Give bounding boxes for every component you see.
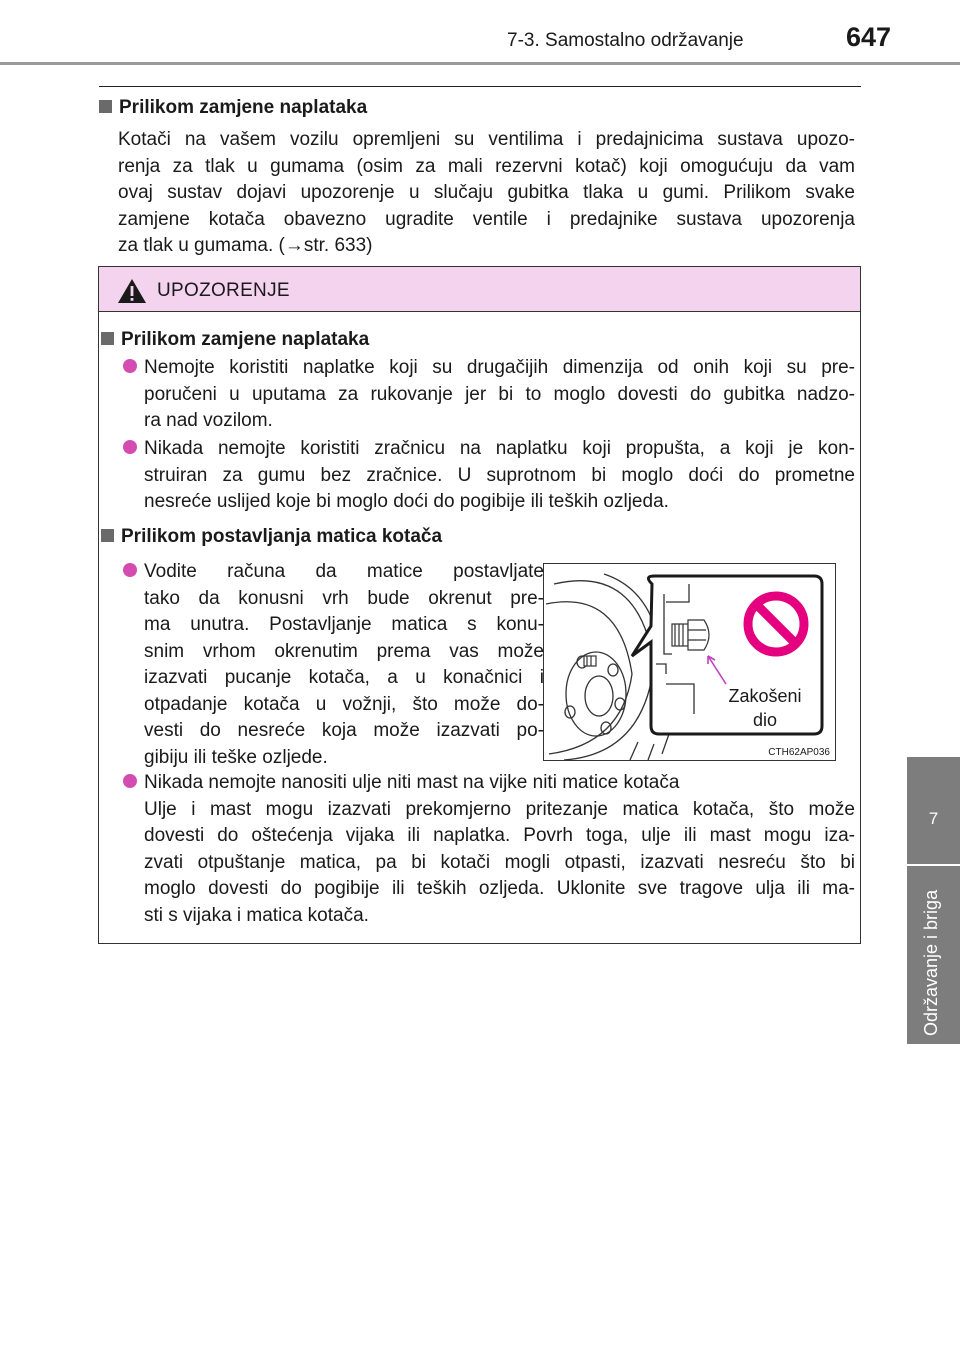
bullet-dot-icon <box>123 359 137 373</box>
bullet-line: gibiju ili teške ozljede. <box>144 746 328 768</box>
paragraph-line: zamjene kotača obavezno ugradite ventile i predajnike sustava upozorenja <box>118 208 855 230</box>
warning-triangle-icon <box>117 278 147 304</box>
paragraph-line: Kotači na vašem vozilu opremljeni su ventilima i predajnicima sustava upozo- <box>118 129 855 150</box>
bullet-line: zvati otpuštanje matica, pa bi kotači mogli otpasti, izazvati nesreću što bi <box>144 851 855 873</box>
bullet-line: tako da konusni vrh bude okrenut pre- <box>144 587 544 609</box>
bullet-line: izazvati pucanje kotača, a u konačnici i <box>144 667 544 688</box>
warning-bullet <box>123 355 855 437</box>
chapter-tab-label: Održavanje i briga <box>921 889 941 1036</box>
warning-title: UPOZORENJE <box>157 280 290 301</box>
warning-group-heading-text: Prilikom zamjene naplataka <box>121 329 370 350</box>
bullet-line: otpadanje kotača u vožnji, što može do- <box>144 693 544 715</box>
callout-label <box>715 684 815 732</box>
section-heading-text: Prilikom zamjene naplataka <box>119 97 368 118</box>
bullet-text <box>144 355 855 435</box>
callout-label-line: Zakošeni <box>728 686 802 706</box>
square-bullet-icon <box>101 529 114 542</box>
bullet-line: poručeni u uputama za rukovanje jer bi to moglo dovesti do gubitka nadzo- <box>144 383 855 405</box>
bullet-dot-icon <box>123 440 137 454</box>
warning-group-heading <box>101 329 369 351</box>
chapter-tab[interactable] <box>907 757 960 864</box>
bullet-line: moglo dovesti do pogibije ili teških ozljeda. Uklonite sve tragove ulja ili ma- <box>144 878 855 899</box>
bullet-text <box>144 770 855 929</box>
warning-bullet <box>123 436 855 518</box>
warning-group-heading <box>101 526 442 548</box>
chapter-tab-number: 7 <box>928 809 939 828</box>
header-divider <box>0 62 960 65</box>
paragraph-line-link[interactable]: za tlak u gumama. (→str. 633) <box>118 235 373 256</box>
square-bullet-icon <box>101 332 114 345</box>
paragraph-line: renja za tlak u gumama (osim za mali rezervni kotač) koji omogućuju da vam <box>118 155 855 177</box>
bullet-dot-icon <box>123 563 137 577</box>
bullet-line: nesreće uslijed koje bi moglo doći do pogibije ili teških ozljeda. <box>144 491 669 512</box>
bullet-line: Nemojte koristiti naplatke koji su drugačijih dimenzija od onih koji su pre- <box>144 357 855 378</box>
warning-header <box>99 267 860 312</box>
bullet-text <box>144 436 855 516</box>
bullet-line: ma unutra. Postavljanje matica s konu- <box>144 614 544 635</box>
bullet-line: Ulje i mast mogu izazvati prekomjerno pritezanje matica kotača, što može <box>144 798 855 820</box>
bullet-line: struiran za gumu bez zračnice. U suprotnom bi moglo doći do prometne <box>144 464 855 486</box>
bullet-line: Nikada nemojte koristiti zračnicu na naplatku koji propušta, a koji je kon- <box>144 438 855 459</box>
section-paragraph <box>118 127 855 260</box>
section-divider <box>99 86 861 87</box>
chapter-title: 7-3. Samostalno održavanje <box>507 30 744 51</box>
section-heading <box>99 97 367 119</box>
bullet-text <box>144 559 544 771</box>
bullet-line: sti s vijaka i matica kotača. <box>144 904 369 926</box>
bullet-line: vesti do nesreće koja može izazvati po- <box>144 720 544 741</box>
callout-label-line: dio <box>752 710 778 730</box>
page-header <box>0 0 960 70</box>
chapter-tab-label-area <box>907 866 960 1044</box>
bullet-dot-icon <box>123 774 137 788</box>
bullet-line: dovesti do oštećenja vijaka ili naplatka. Povrh toga, ulje ili mast mogu iza- <box>144 825 855 846</box>
wheel-nut-illustration <box>543 563 836 761</box>
bullet-line: Nikada nemojte nanositi ulje niti mast na vijke niti matice kotača <box>144 772 680 793</box>
warning-bullet <box>123 559 544 774</box>
square-bullet-icon <box>99 100 112 113</box>
paragraph-line: ovaj sustav dojavi upozorenje u slučaju gubitka tlaka u gumi. Prilikom svake <box>118 182 855 203</box>
warning-bullet <box>123 770 855 932</box>
warning-group-heading-text: Prilikom postavljanja matica kotača <box>121 526 443 547</box>
bullet-line: Vodite računa da matice postavljate <box>144 561 544 582</box>
bullet-line: snim vrhom okrenutim prema vas može <box>144 640 544 662</box>
bullet-line: ra nad vozilom. <box>144 410 273 431</box>
figure-code: CTH62AP036 <box>768 747 830 758</box>
page-number: 647 <box>846 22 892 52</box>
